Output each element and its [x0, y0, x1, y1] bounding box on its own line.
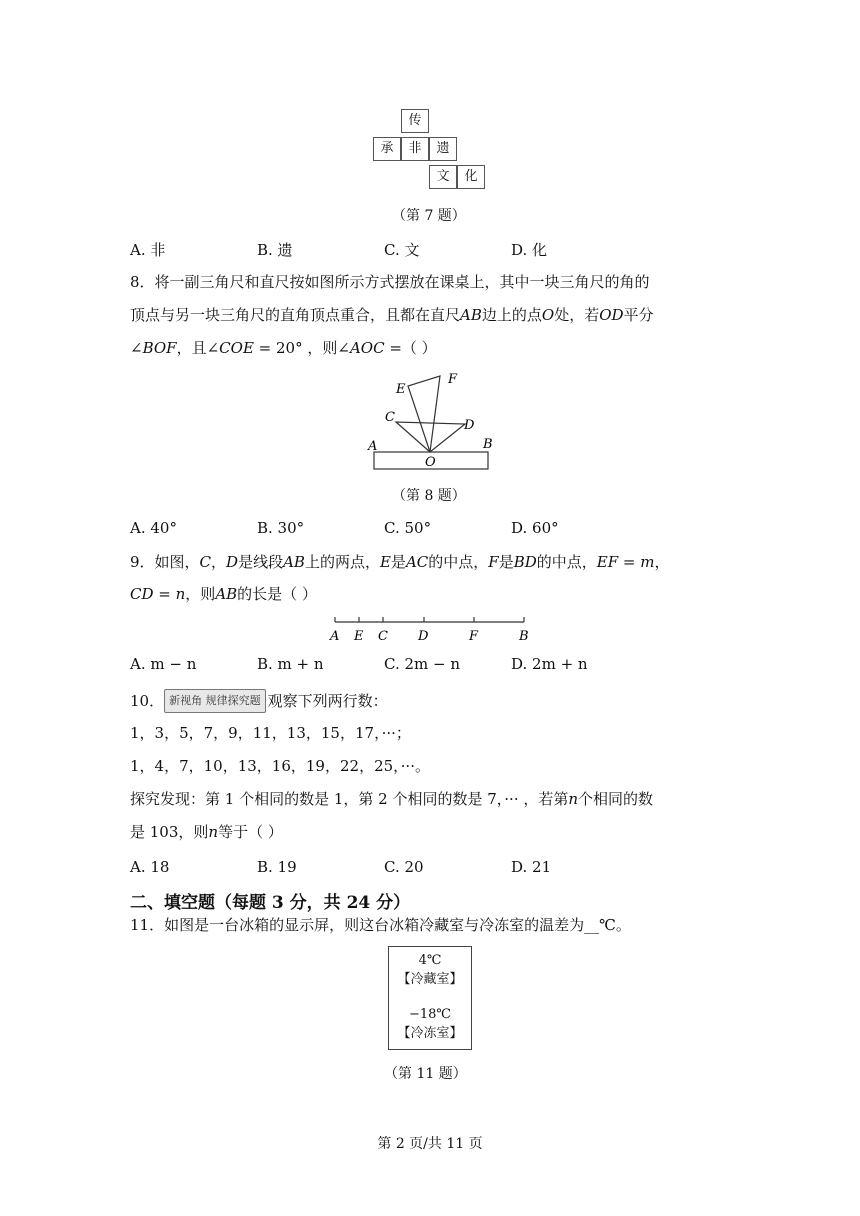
q7-option-c: C. 文 [384, 241, 420, 259]
point-b: B [519, 629, 529, 644]
q8-option-a: A. 40° [130, 519, 177, 537]
q11-line-1: 11．如图是一台冰箱的显示屏，则这台冰箱冷藏室与冷冻室的温差为__℃。 [130, 916, 631, 934]
net-cell: 遗 [429, 137, 457, 161]
q10-row-1: 1，3，5，7，9，11，13，15，17，···； [130, 724, 411, 742]
q8-option-b: B. 30° [257, 519, 305, 537]
page-footer: 第 2 页/共 11 页 [377, 1136, 483, 1152]
q10-option-a: A. 18 [130, 858, 170, 876]
fridge-label-bottom: 【冷冻室】 [397, 1026, 463, 1041]
point-a: A [330, 629, 340, 644]
q10-line-3: 探究发现：第 1 个相同的数是 1，第 2 个相同的数是 7，··· ，若第n个相同的数 [130, 790, 654, 808]
label-o: O [425, 455, 436, 470]
section-title: 二、填空题（每题 3 分，共 24 分） [130, 893, 411, 913]
new-perspective-badge: 新视角 规律探究题 [164, 689, 266, 713]
triangle-ruler-1 [408, 376, 440, 452]
fridge-label-top: 【冷藏室】 [397, 972, 463, 987]
q10-option-c: C. 20 [384, 858, 424, 876]
q8-line-3: ∠BOF，且∠COE = 20° ，则∠AOC =（ ） [130, 339, 437, 357]
q9-option-c: C. 2m − n [384, 655, 461, 673]
fridge-temp-bottom: −18℃ [409, 1007, 451, 1022]
point-d: D [418, 629, 429, 644]
q8-figure [360, 366, 500, 476]
net-cell: 承 [373, 137, 401, 161]
net-cell: 非 [401, 137, 429, 161]
q11-caption: （第 11 题） [384, 1066, 467, 1082]
q9-segment-figure [326, 612, 536, 646]
q9-option-d: D. 2m + n [511, 655, 588, 673]
q7-option-b: B. 遗 [257, 241, 293, 259]
label-b: B [483, 437, 493, 452]
q10-option-b: B. 19 [257, 858, 297, 876]
q9-option-a: A. m − n [130, 655, 197, 673]
label-f: F [448, 372, 458, 387]
label-a: A [368, 439, 378, 454]
net-cell: 文 [429, 165, 457, 189]
label-e: E [396, 382, 406, 397]
point-f: F [469, 629, 479, 644]
q8-line-2: 顶点与另一块三角尺的直角顶点重合，且都在直尺AB边上的点O处，若OD平分 [130, 306, 654, 324]
q8-caption: （第 8 题） [392, 488, 466, 504]
q8-line-1: 8．将一副三角尺和直尺按如图所示方式摆放在课桌上，其中一块三角尺的角的 [130, 273, 650, 291]
q8-option-d: D. 60° [511, 519, 559, 537]
fridge-temp-top: 4℃ [418, 953, 442, 968]
fridge-display [388, 946, 472, 1050]
q7-option-a: A. 非 [130, 241, 166, 259]
label-c: C [385, 410, 395, 425]
q9-option-b: B. m + n [257, 655, 324, 673]
label-d: D [464, 418, 475, 433]
q10-line-4: 是 103，则n等于（ ） [130, 823, 283, 841]
q8-option-c: C. 50° [384, 519, 432, 537]
q9-line-2: CD = n，则AB的长是（ ） [130, 585, 317, 603]
q10-line-1: 10． 新视角 规律探究题 观察下列两行数： [130, 689, 388, 713]
q10-row-2: 1，4，7，10，13，16，19，22，25，···。 [130, 757, 430, 775]
point-e: E [354, 629, 364, 644]
q10-option-d: D. 21 [511, 858, 552, 876]
q9-line-1: 9．如图，C，D是线段AB上的两点，E是AC的中点，F是BD的中点，EF = m， [130, 553, 670, 571]
net-cell: 化 [457, 165, 485, 189]
q7-caption: （第 7 题） [392, 208, 466, 224]
point-c: C [378, 629, 388, 644]
q7-option-d: D. 化 [511, 241, 548, 259]
net-cell: 传 [401, 109, 429, 133]
